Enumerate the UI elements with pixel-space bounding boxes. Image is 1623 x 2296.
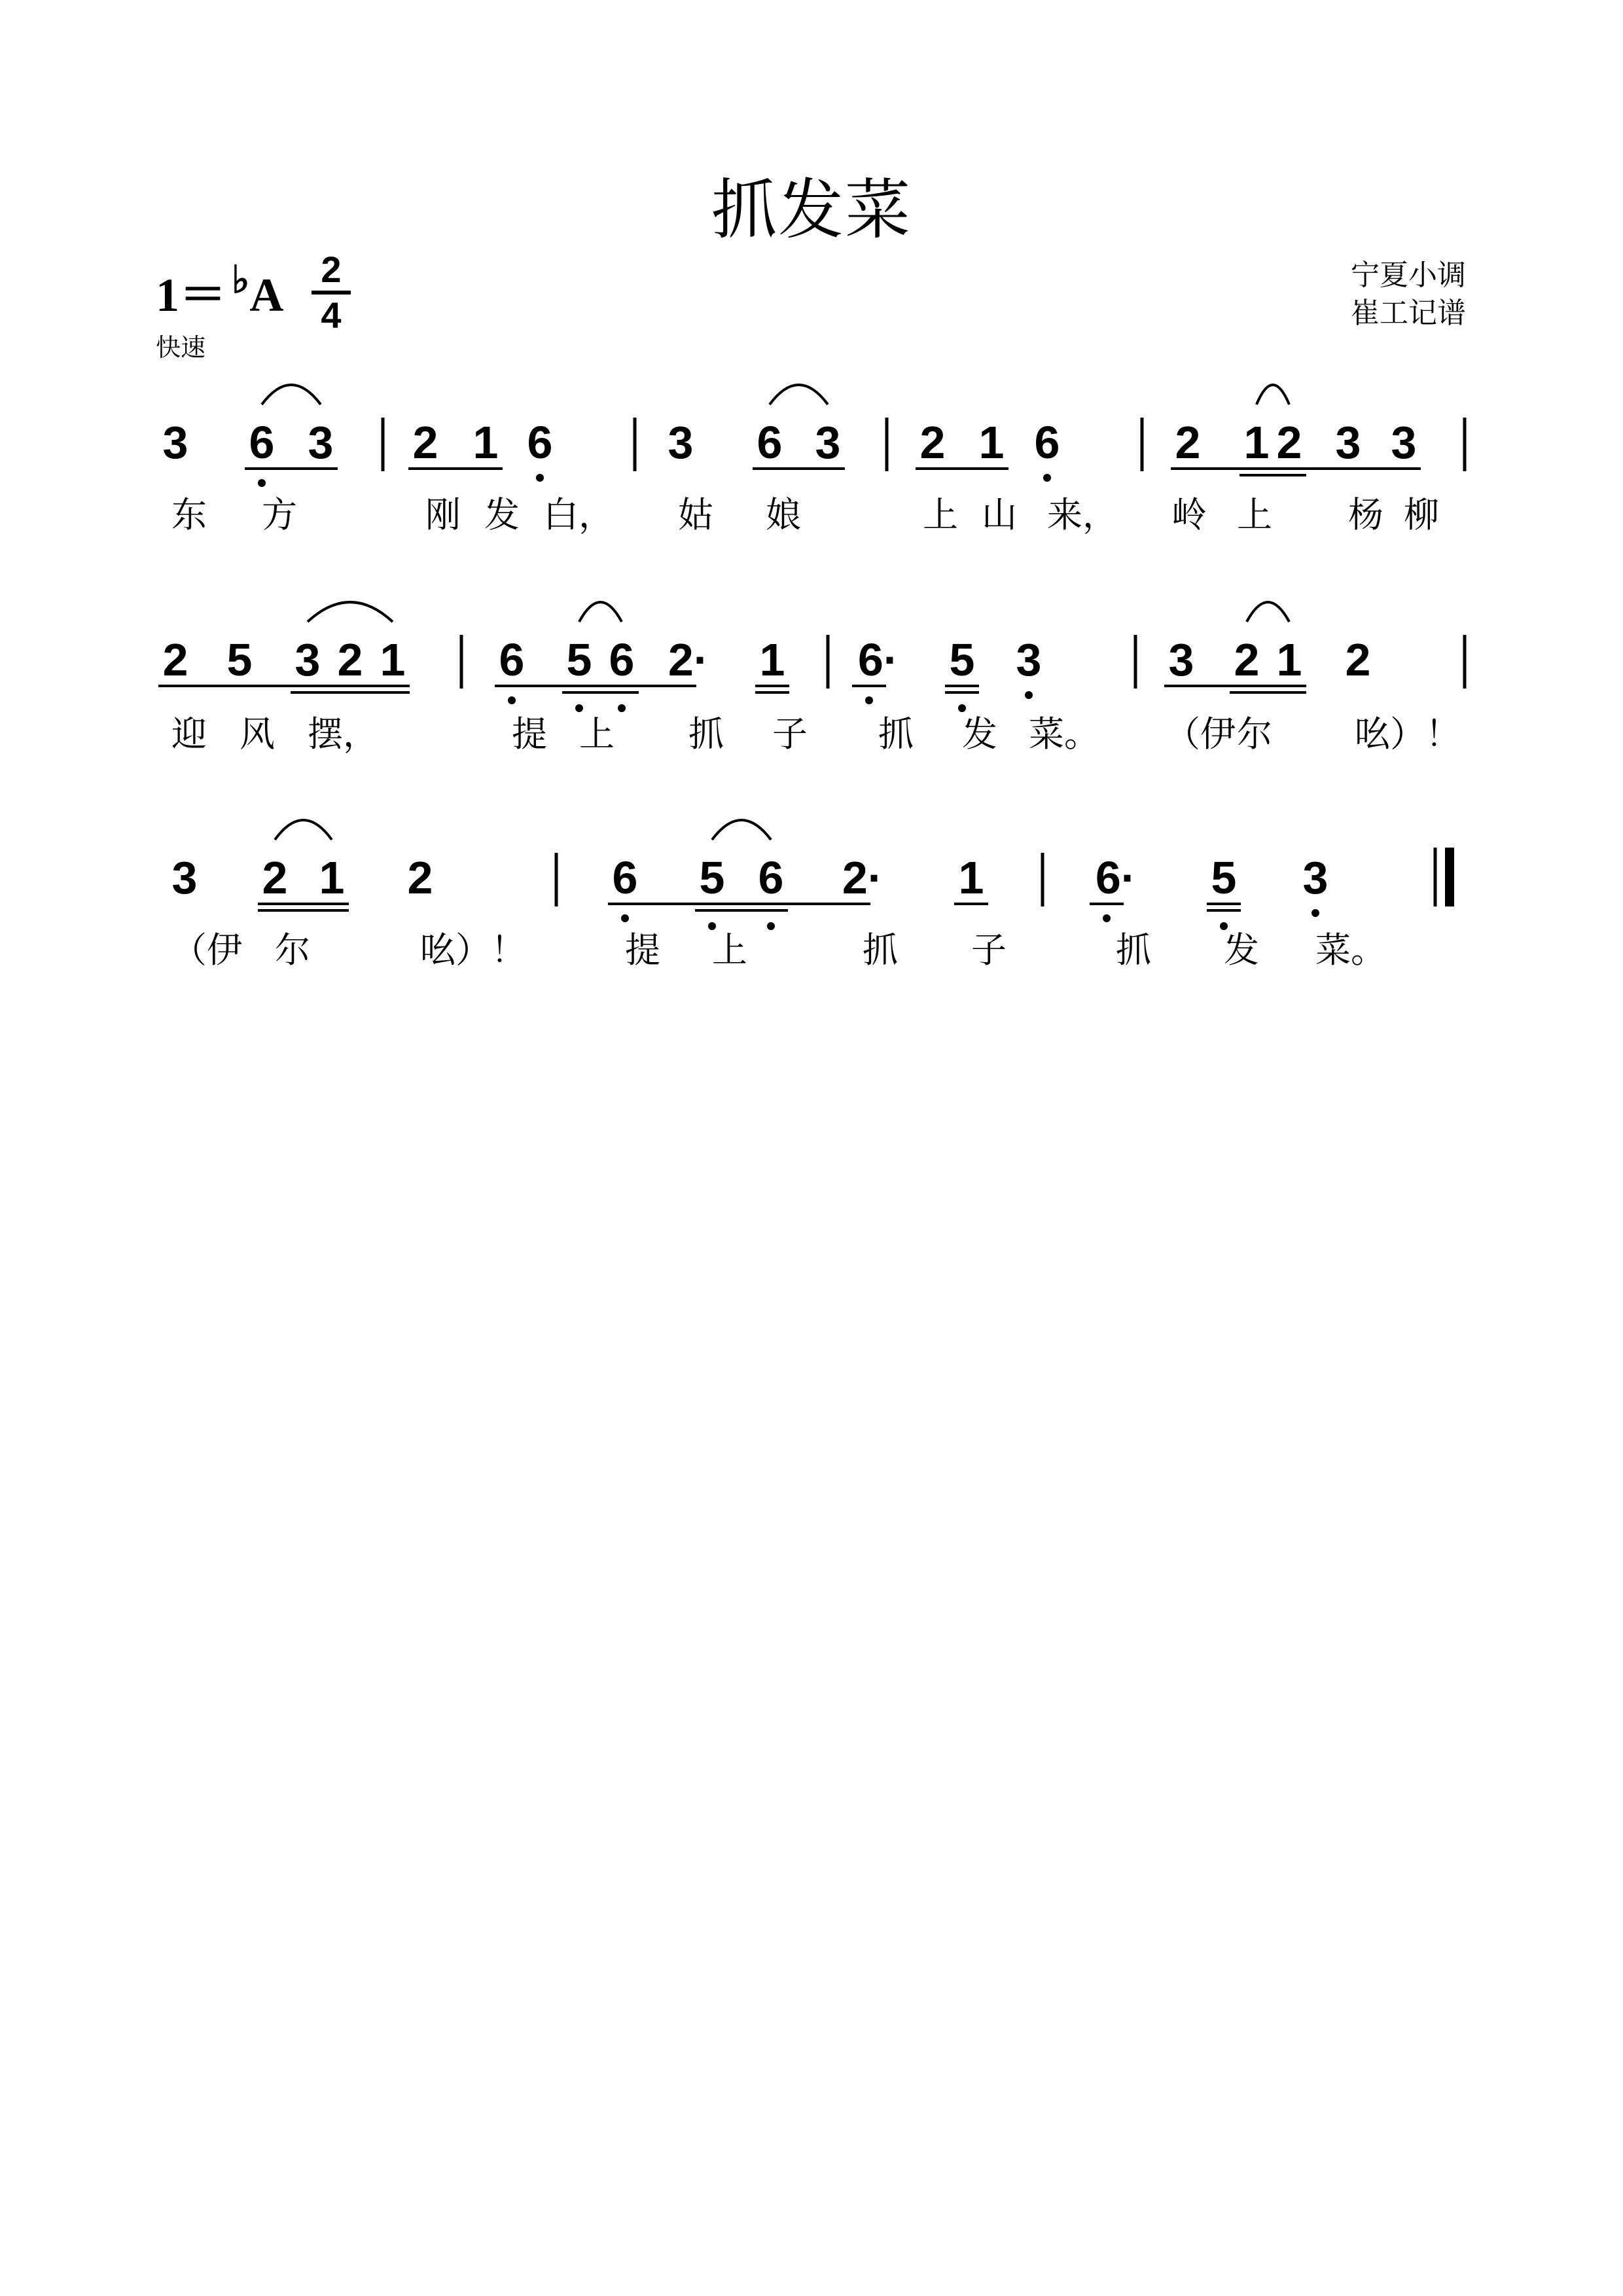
- tempo-marking: 快速: [156, 333, 206, 362]
- note-numeral: 5: [566, 634, 592, 685]
- tie-slur: [1247, 602, 1289, 622]
- time-numerator: 2: [321, 249, 342, 290]
- lyric-char: 娘: [766, 494, 801, 535]
- note-numeral: 6·: [857, 634, 899, 685]
- octave-below-dot: [865, 696, 873, 704]
- lyric-char: 白，: [543, 494, 614, 535]
- note-numeral: 2: [337, 634, 363, 685]
- lyric-char: 抓: [1116, 929, 1151, 971]
- note-numeral: 6: [1034, 417, 1060, 468]
- lyric-char: 吆）！: [420, 929, 526, 971]
- note-numeral: 6: [757, 417, 783, 468]
- note-numeral: 1: [473, 417, 499, 468]
- note-numeral: 6·: [1095, 852, 1137, 903]
- octave-below-dot: [536, 474, 544, 482]
- note-numeral: 3: [1168, 634, 1194, 685]
- lyric-char: 抓: [688, 713, 724, 755]
- lyric-char: 抓: [878, 713, 914, 755]
- note-numeral: 2: [1234, 634, 1260, 685]
- lyric-char: 子: [971, 929, 1007, 971]
- octave-below-dot: [621, 914, 629, 922]
- lyric-char: （伊: [1165, 713, 1236, 755]
- lyric-char: 菜。: [1315, 929, 1386, 971]
- note-numeral: 2: [407, 852, 433, 903]
- lyric-char: 上: [923, 494, 958, 535]
- lyric-char: 发: [1224, 929, 1259, 971]
- note-numeral: 3: [815, 417, 841, 468]
- lyric-char: 方: [262, 494, 297, 535]
- note-numeral: 5: [226, 634, 253, 685]
- note-numeral: 2: [162, 634, 188, 685]
- lyric-char: 杨: [1348, 494, 1383, 535]
- note-numeral: 1: [1276, 634, 1302, 685]
- octave-below-dot: [258, 479, 266, 487]
- note-numeral: 3: [171, 852, 198, 903]
- note-numeral: 2: [262, 852, 288, 903]
- tie-slur: [1257, 385, 1289, 404]
- note-numeral: 5: [699, 852, 725, 903]
- octave-below-dot: [1311, 909, 1319, 917]
- note-numeral: 6: [249, 417, 275, 468]
- note-numeral: 2: [919, 417, 946, 468]
- note-numeral: 3: [1016, 634, 1042, 685]
- note-numeral: 2: [1345, 634, 1371, 685]
- octave-below-dot: [1025, 691, 1033, 699]
- note-numeral: 3: [1391, 417, 1417, 468]
- lyric-char: 东: [171, 494, 207, 535]
- lyric-char: 刚: [425, 494, 461, 535]
- note-numeral: 3: [308, 417, 334, 468]
- lyric-char: 迎: [171, 713, 207, 755]
- lyric-char: 抓: [863, 929, 898, 971]
- lyric-char: 尔: [1237, 713, 1272, 755]
- note-numeral: 6: [499, 634, 525, 685]
- song-title: 抓发菜: [711, 171, 912, 248]
- note-numeral: 6: [758, 852, 784, 903]
- lyric-char: 发: [484, 494, 520, 535]
- octave-below-dot: [508, 696, 516, 704]
- lyric-char: 来，: [1047, 494, 1118, 535]
- note-numeral: 3: [162, 417, 188, 468]
- octave-below-dot: [1043, 474, 1051, 482]
- time-denominator: 4: [321, 295, 342, 336]
- lyric-char: 风: [240, 713, 275, 755]
- note-numeral: 2: [412, 417, 438, 468]
- note-numeral: 1: [759, 634, 785, 685]
- octave-below-dot: [958, 704, 966, 712]
- key-note: A: [249, 269, 284, 321]
- note-numeral: 2·: [668, 634, 709, 685]
- note-numeral: 1: [958, 852, 984, 903]
- lyric-char: 尔: [275, 929, 310, 971]
- note-numeral: 6: [609, 634, 635, 685]
- lyric-char: 发: [962, 713, 997, 755]
- tie-slur: [275, 820, 332, 840]
- tie-slur: [712, 820, 771, 840]
- lyric-char: 上: [712, 929, 747, 971]
- lyric-char: 山: [982, 494, 1017, 535]
- lyric-char: （伊: [171, 929, 242, 971]
- key-prefix: 1＝: [156, 269, 227, 321]
- octave-below-dot: [767, 922, 775, 930]
- tie-slur: [308, 602, 393, 622]
- note-numeral: 2·: [842, 852, 883, 903]
- note-numeral: 5: [1211, 852, 1237, 903]
- octave-below-dot: [575, 704, 583, 712]
- lyric-char: 子: [772, 713, 808, 755]
- tie-slur: [579, 602, 622, 622]
- lyric-char: 岭: [1171, 494, 1207, 535]
- note-numeral: 2: [1175, 417, 1201, 468]
- lyric-char: 菜。: [1029, 713, 1099, 755]
- lyric-char: 柳: [1404, 494, 1439, 535]
- note-numeral: 1: [319, 852, 345, 903]
- note-numeral: 6: [612, 852, 638, 903]
- note-numeral: 2: [1276, 417, 1302, 468]
- note-numeral: 1: [1243, 417, 1270, 468]
- lyric-char: 提: [625, 929, 660, 971]
- tie-slur: [262, 385, 321, 404]
- lyric-char: 吆）！: [1355, 713, 1461, 755]
- tie-slur: [770, 385, 828, 404]
- note-numeral: 3: [1302, 852, 1329, 903]
- note-numeral: 5: [949, 634, 975, 685]
- lyric-char: 摆，: [308, 713, 378, 755]
- note-numeral: 1: [978, 417, 1005, 468]
- lyric-char: 姑: [678, 494, 713, 535]
- octave-below-dot: [1103, 914, 1111, 922]
- lyric-char: 提: [512, 713, 547, 755]
- song-origin: 宁夏小调: [1351, 259, 1466, 292]
- octave-below-dot: [618, 704, 626, 712]
- flat-sign: ♭: [232, 259, 250, 301]
- note-numeral: 3: [668, 417, 694, 468]
- transcriber-credit: 崔工记谱: [1351, 296, 1466, 330]
- lyric-char: 上: [1237, 494, 1272, 535]
- note-numeral: 1: [380, 634, 406, 685]
- note-numeral: 6: [527, 417, 553, 468]
- note-numeral: 3: [1335, 417, 1361, 468]
- lyric-char: 上: [579, 713, 615, 755]
- note-numeral: 3: [294, 634, 321, 685]
